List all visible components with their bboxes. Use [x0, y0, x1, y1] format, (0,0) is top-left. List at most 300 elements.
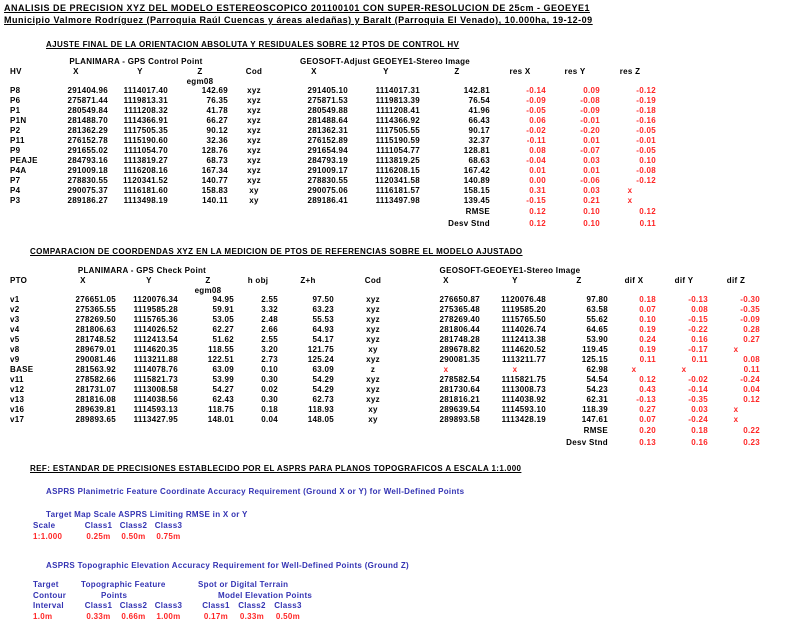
- table-row: [8, 315, 762, 325]
- cell-value: 280549.88: [307, 106, 348, 115]
- check-points-body: [8, 295, 762, 425]
- table-row: [8, 295, 762, 305]
- cell-value: 289893.58: [439, 415, 480, 424]
- cell-value: 0.11: [743, 365, 760, 374]
- cell-value: 1114038.92: [501, 395, 546, 404]
- table-row: [8, 156, 658, 166]
- cell-value: 284793.16: [67, 156, 108, 165]
- col-z: Z: [197, 67, 203, 76]
- point-id: P1N: [10, 116, 27, 125]
- cell-value: -0.20: [580, 126, 600, 135]
- spacer-cell: [8, 218, 422, 230]
- cell-value: 1113211.77: [502, 355, 546, 364]
- cell-value: 1114017.40: [123, 86, 168, 95]
- cell-value: 0.19: [639, 325, 656, 334]
- asprs-limiting-title: Target Map Scale ASPRS Limiting RMSE in X or Y: [46, 510, 248, 519]
- report-subtitle: Municipio Valmore Rodríguez (Parroquia Raúl Cuencas y áreas aledañas) y Baralt (Parroquia El Venado), 10.000ha, 19-12-09: [4, 15, 593, 25]
- cell-value: xyz: [247, 176, 261, 185]
- cell-value: 1114620.52: [501, 345, 546, 354]
- rmse-value-z: 0.22: [743, 426, 760, 435]
- cell-value: -0.08: [636, 166, 656, 175]
- cell-value: xyz: [247, 136, 261, 145]
- cell-value: xyz: [366, 315, 380, 324]
- cell-value: 63.58: [586, 305, 608, 314]
- cell-value: 1111054.77: [376, 146, 420, 155]
- rmse-row: [8, 425, 762, 437]
- cell-value: 140.77: [201, 176, 228, 185]
- cell-value: 1120076.34: [133, 295, 178, 304]
- cell-value: 1115821.75: [501, 375, 546, 384]
- cell-value: 289679.01: [75, 345, 116, 354]
- class1-value: 0.33m: [86, 611, 111, 621]
- cell-value: 1113427.95: [133, 415, 178, 424]
- point-id: v3: [10, 315, 20, 324]
- class2-value: 0.33m: [239, 611, 265, 621]
- interval-label: Interval: [33, 601, 64, 610]
- asprs-planimetric-title: ASPRS Planimetric Feature Coordinate Accuracy Requirement (Ground X or Y) for Well-Defined Points: [46, 487, 465, 496]
- spacer-cell: [492, 56, 658, 67]
- cell-value: 1120341.58: [375, 176, 420, 185]
- table-row: [8, 196, 658, 206]
- point-id: P2: [10, 126, 21, 135]
- cell-value: 54.17: [312, 335, 334, 344]
- cell-value: 0.02: [261, 385, 278, 394]
- cell-value: 62.43: [212, 395, 234, 404]
- col-z2: Z: [576, 276, 582, 285]
- class1-header: Class1: [202, 601, 230, 610]
- cell-value: 142.81: [463, 86, 490, 95]
- point-id: v11: [10, 375, 24, 384]
- cell-value: xyz: [366, 385, 380, 394]
- cell-value: -0.02: [688, 375, 708, 384]
- cell-value: 76.35: [206, 96, 228, 105]
- cell-value: 148.01: [207, 415, 234, 424]
- control-points-table: [8, 56, 658, 230]
- cell-value: 0.06: [529, 116, 546, 125]
- cell-value: -0.05: [526, 106, 546, 115]
- cell-value: 41.96: [468, 106, 490, 115]
- class2-value: 0.66m: [121, 611, 146, 621]
- spacer: [186, 612, 198, 623]
- cell-value: 2.55: [261, 335, 278, 344]
- target-label: Target: [33, 580, 59, 589]
- points-label: Points: [101, 590, 128, 600]
- cell-value: 158.15: [463, 186, 490, 195]
- cell-value: 140.11: [202, 196, 228, 205]
- cell-value: 1117505.55: [375, 126, 420, 135]
- cell-value: 1111208.32: [124, 106, 168, 115]
- table-row: [8, 405, 762, 415]
- col-z-plus-h: Z+h: [300, 276, 316, 285]
- cell-value: -0.13: [636, 395, 656, 404]
- cell-value: -0.30: [740, 295, 760, 304]
- cell-value: 62.27: [212, 325, 234, 334]
- cell-value: 290075.06: [307, 186, 348, 195]
- cell-value: 1114366.91: [123, 116, 168, 125]
- cell-value: 1115821.73: [133, 375, 178, 384]
- cell-value: -0.06: [580, 176, 600, 185]
- stddev-value-y: 0.10: [583, 219, 600, 228]
- cell-value: 0.01: [583, 166, 600, 175]
- cell-value: 281488.70: [67, 116, 108, 125]
- col-z2: Z: [454, 67, 460, 76]
- cell-value: xy: [368, 405, 378, 414]
- class2-header: Class2: [238, 601, 266, 610]
- spacer-cell: [8, 265, 48, 276]
- cell-value: 290081.46: [75, 355, 116, 364]
- cell-value: 54.29: [312, 385, 334, 394]
- spacer-cell: [610, 265, 762, 276]
- column-header-row: [8, 67, 658, 77]
- egm08-note: egm08: [186, 77, 214, 86]
- cell-value: 275365.48: [439, 305, 480, 314]
- cell-value: -0.15: [526, 196, 546, 205]
- cell-value: 1119585.28: [133, 305, 178, 314]
- cell-value: -0.13: [688, 295, 708, 304]
- point-id: P11: [10, 136, 25, 145]
- egm08-note: egm08: [194, 286, 222, 295]
- cell-value: -0.09: [526, 96, 546, 105]
- cell-value: 1113008.58: [133, 385, 178, 394]
- cell-value: 1114017.31: [375, 86, 420, 95]
- cell-value: -0.14: [526, 86, 546, 95]
- cell-value: 54.29: [312, 375, 334, 384]
- stddev-label: Desv Stnd: [448, 219, 490, 228]
- cell-value: 1113008.73: [501, 385, 546, 394]
- cell-value: 0.04: [743, 385, 760, 394]
- class3-header: Class3: [154, 601, 183, 610]
- cell-value: 90.12: [206, 126, 228, 135]
- cell-value: xyz: [247, 96, 261, 105]
- cell-value: 275365.55: [75, 305, 116, 314]
- cell-value: 0.04: [261, 415, 278, 424]
- cell-value: 291654.94: [307, 146, 348, 155]
- table-row: [8, 146, 658, 156]
- point-id: P3: [10, 196, 21, 205]
- cell-value: x: [631, 365, 637, 374]
- cell-value: 291404.96: [67, 86, 108, 95]
- stddev-label: Desv Stnd: [566, 438, 608, 447]
- point-id: v17: [10, 415, 25, 424]
- cell-value: 0.08: [743, 355, 760, 364]
- cell-value: 3.20: [261, 345, 278, 354]
- cell-value: 1119585.20: [501, 305, 546, 314]
- cell-value: 0.10: [639, 156, 656, 165]
- cell-value: 90.17: [468, 126, 490, 135]
- cell-value: 281748.52: [75, 335, 116, 344]
- cell-value: -0.11: [526, 136, 546, 145]
- cell-value: 291405.10: [307, 86, 348, 95]
- cell-value: 64.65: [586, 325, 608, 334]
- cell-value: 0.11: [639, 355, 656, 364]
- cell-value: x: [627, 186, 633, 195]
- cell-value: 276651.05: [75, 295, 116, 304]
- cell-value: 139.45: [463, 196, 490, 205]
- cell-value: -0.01: [636, 136, 656, 145]
- gps-group-label: PLANIMARA - GPS Check Point: [77, 266, 207, 275]
- cell-value: 2.48: [261, 315, 278, 324]
- cell-value: 118.93: [308, 405, 334, 414]
- stddev-value-x: 0.12: [529, 219, 546, 228]
- cell-value: -0.15: [688, 315, 708, 324]
- cell-value: 1114026.52: [133, 325, 178, 334]
- cell-value: 281806.63: [75, 325, 116, 334]
- spacer: [186, 601, 198, 612]
- cell-value: 0.12: [639, 375, 656, 384]
- cell-value: 121.75: [307, 345, 334, 354]
- cell-value: 140.89: [463, 176, 490, 185]
- cell-value: 2.73: [261, 355, 278, 364]
- cell-value: 1113819.25: [375, 156, 420, 165]
- cell-value: 280549.84: [67, 106, 108, 115]
- subheader-row: [8, 77, 658, 86]
- spacer-cell: [236, 265, 410, 276]
- cell-value: 281816.08: [75, 395, 116, 404]
- cell-value: 3.32: [261, 305, 278, 314]
- cell-value: 0.00: [529, 176, 546, 185]
- cell-value: 62.31: [586, 395, 608, 404]
- col-dif-z: dif Z: [726, 276, 746, 285]
- cell-value: 1111208.41: [376, 106, 420, 115]
- cell-value: 1120341.52: [123, 176, 168, 185]
- rmse-label: RMSE: [583, 426, 608, 435]
- spacer-cell: [8, 77, 170, 86]
- cell-value: 1120076.48: [501, 295, 546, 304]
- col-res-z: res Z: [619, 67, 641, 76]
- spot-terrain-label: Spot or Digital Terrain: [198, 580, 289, 589]
- cell-value: 55.53: [312, 315, 334, 324]
- rmse-value-y: 0.18: [691, 426, 708, 435]
- cell-value: 1117505.35: [123, 126, 168, 135]
- cell-value: 66.43: [468, 116, 490, 125]
- cell-value: 1113497.98: [375, 196, 420, 205]
- cell-value: -0.14: [688, 385, 708, 394]
- cell-value: 278269.50: [75, 315, 116, 324]
- cell-value: 0.21: [583, 196, 600, 205]
- cell-value: 275871.44: [67, 96, 108, 105]
- cell-value: 1115190.59: [375, 136, 420, 145]
- class3-header: Class3: [154, 521, 183, 530]
- spacer: [206, 591, 218, 602]
- cell-value: 0.10: [261, 365, 278, 374]
- cell-value: xyz: [247, 106, 261, 115]
- table-row: [8, 186, 658, 196]
- point-id: v9: [10, 355, 20, 364]
- stddev-row: [8, 218, 658, 230]
- point-id: P4A: [10, 166, 27, 175]
- cell-value: 0.43: [639, 385, 656, 394]
- point-id: PEAJE: [10, 156, 38, 165]
- cell-value: -0.05: [636, 146, 656, 155]
- cell-value: 1114078.76: [133, 365, 178, 374]
- cell-value: 290075.37: [67, 186, 108, 195]
- point-id: v5: [10, 335, 20, 344]
- cell-value: 0.18: [639, 295, 656, 304]
- class3-value: 0.50m: [275, 611, 301, 621]
- cell-value: 276152.89: [307, 136, 348, 145]
- cell-value: -0.09: [740, 315, 760, 324]
- cell-value: 0.07: [639, 415, 656, 424]
- table-row: [8, 365, 762, 375]
- feature-class-values: [81, 612, 186, 623]
- cell-value: 276650.87: [439, 295, 480, 304]
- cell-value: -0.04: [526, 156, 546, 165]
- cell-value: 1114038.56: [133, 395, 178, 404]
- cell-value: -0.12: [636, 176, 656, 185]
- class1-header: Class1: [84, 601, 113, 610]
- cell-value: 54.54: [586, 375, 608, 384]
- stddev-value-z: 0.23: [743, 438, 760, 447]
- cell-value: -0.18: [636, 106, 656, 115]
- rmse-label: RMSE: [465, 207, 490, 216]
- cell-value: 128.81: [463, 146, 490, 155]
- point-id: P8: [10, 86, 21, 95]
- cell-value: 281730.64: [439, 385, 480, 394]
- cell-value: 32.37: [468, 136, 490, 145]
- cell-value: 0.03: [691, 405, 708, 414]
- cell-value: 1116208.16: [123, 166, 168, 175]
- cell-value: xyz: [366, 375, 380, 384]
- cell-value: 125.15: [581, 355, 608, 364]
- cell-value: 0.09: [583, 86, 600, 95]
- cell-value: 118.55: [208, 345, 234, 354]
- cell-value: -0.22: [688, 325, 708, 334]
- cell-value: 1113211.88: [134, 355, 178, 364]
- cell-value: xyz: [247, 126, 261, 135]
- class3-header: Class3: [274, 601, 302, 610]
- scale-header-row: [33, 521, 786, 531]
- spacer-cell: [8, 206, 422, 218]
- point-id: v12: [10, 385, 25, 394]
- cell-value: 63.09: [312, 365, 334, 374]
- table-row: [8, 325, 762, 335]
- cell-value: 41.78: [206, 106, 228, 115]
- subheader-row: [8, 286, 762, 295]
- point-id: v4: [10, 325, 20, 334]
- class3-value: 1.00m: [156, 611, 181, 621]
- cell-value: 278830.55: [307, 176, 348, 185]
- cell-value: 0.12: [743, 395, 760, 404]
- class2-header: Class2: [119, 601, 148, 610]
- col-dif-x: dif X: [624, 276, 644, 285]
- cell-value: 1114620.35: [133, 345, 178, 354]
- spacer-cell: [230, 77, 658, 86]
- cell-value: 289893.65: [75, 415, 116, 424]
- class2-header: Class2: [119, 521, 148, 530]
- cell-value: 281806.44: [439, 325, 480, 334]
- cell-value: x: [443, 365, 449, 374]
- cell-value: xyz: [366, 305, 380, 314]
- point-id: v13: [10, 395, 25, 404]
- cell-value: 0.16: [691, 335, 708, 344]
- col-z: Z: [205, 276, 211, 285]
- cell-value: 0.27: [639, 405, 656, 414]
- terrain-class-headers: [198, 601, 308, 612]
- cell-value: -0.07: [580, 146, 600, 155]
- cell-value: -0.35: [740, 305, 760, 314]
- col-cod: Cod: [245, 67, 263, 76]
- cell-value: 54.23: [586, 385, 608, 394]
- cell-value: 281748.28: [439, 335, 480, 344]
- topographic-feature-label: Topographic Feature: [81, 580, 166, 589]
- cell-value: 275871.53: [307, 96, 348, 105]
- point-id: v8: [10, 345, 20, 354]
- cell-value: 76.54: [468, 96, 490, 105]
- cell-value: -0.17: [688, 345, 708, 354]
- point-id: v2: [10, 305, 20, 314]
- table-row: [8, 136, 658, 146]
- cell-value: -0.08: [580, 96, 600, 105]
- scale-value: 1:1.000: [33, 532, 63, 541]
- cell-value: -0.12: [636, 86, 656, 95]
- cell-value: 1111054.70: [124, 146, 168, 155]
- group-header-row: [8, 56, 658, 67]
- cell-value: 1113428.19: [501, 415, 546, 424]
- cell-value: xy: [368, 415, 378, 424]
- cell-value: 64.93: [312, 325, 334, 334]
- cell-value: 281362.29: [67, 126, 108, 135]
- cell-value: 278830.55: [67, 176, 108, 185]
- cell-value: -0.01: [580, 116, 600, 125]
- class1-value: 0.25m: [86, 532, 111, 541]
- cell-value: 1119813.39: [375, 96, 420, 105]
- cell-value: -0.19: [636, 96, 656, 105]
- cell-value: 62.73: [312, 395, 334, 404]
- cell-value: xyz: [247, 146, 261, 155]
- cell-value: xyz: [366, 325, 380, 334]
- table-row: [8, 345, 762, 355]
- cell-value: xy: [368, 345, 378, 354]
- cell-value: 0.30: [261, 395, 278, 404]
- cell-value: 118.39: [582, 405, 608, 414]
- terrain-class-values: [198, 612, 308, 623]
- gps-group-label: PLANIMARA - GPS Control Point: [69, 57, 203, 66]
- cell-value: 2.66: [261, 325, 278, 334]
- col-pto: PTO: [10, 276, 28, 285]
- topo-row-1: [33, 580, 786, 591]
- cell-value: 0.08: [529, 146, 546, 155]
- cell-value: 148.05: [307, 415, 334, 424]
- col-x: X: [73, 67, 79, 76]
- cell-value: -0.16: [636, 116, 656, 125]
- table-row: [8, 305, 762, 315]
- cell-value: xyz: [247, 156, 261, 165]
- cell-value: 0.31: [529, 186, 546, 195]
- cell-value: 97.50: [312, 295, 334, 304]
- cell-value: 0.10: [639, 315, 656, 324]
- cell-value: 290081.35: [439, 355, 480, 364]
- point-id: BASE: [10, 365, 34, 374]
- spacer-cell: [8, 437, 548, 449]
- cell-value: 94.95: [212, 295, 234, 304]
- section1-heading: AJUSTE FINAL DE LA ORIENTACION ABSOLUTA Y RESIDUALES SOBRE 12 PTOS DE CONTROL HV: [46, 40, 460, 49]
- cell-value: 68.63: [468, 156, 490, 165]
- cell-value: 289639.81: [75, 405, 116, 414]
- cell-value: 0.28: [743, 325, 760, 334]
- cell-value: 1112413.54: [133, 335, 178, 344]
- cell-value: 53.05: [212, 315, 234, 324]
- cell-value: x: [733, 415, 739, 424]
- column-header-row: [8, 276, 762, 286]
- cell-value: 55.62: [586, 315, 608, 324]
- col-x2: X: [443, 276, 449, 285]
- cell-value: 1114366.92: [375, 116, 420, 125]
- spacer-cell: [8, 286, 180, 295]
- spacer-cell: [8, 56, 42, 67]
- cell-value: -0.09: [580, 106, 600, 115]
- col-h-obj: h obj: [247, 276, 269, 285]
- cell-value: 0.03: [583, 186, 600, 195]
